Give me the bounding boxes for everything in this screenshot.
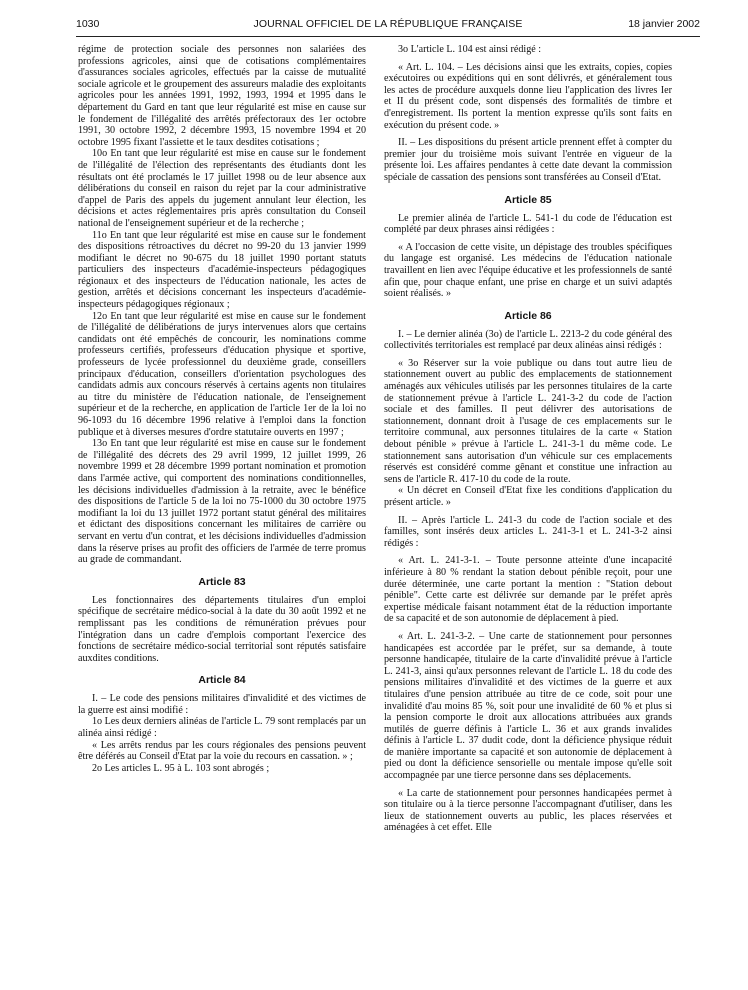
paragraph: I. – Le code des pensions militaires d'invalidité et des victimes de la guerre est ainsi modifié : bbox=[78, 693, 366, 716]
right-column bbox=[384, 44, 672, 984]
paragraph: « Art. L. 241-3-2. – Une carte de stationnement pour personnes handicapées est accordée par le préfet, sur sa demande, à toute personne handicapée, titulaire de la carte d'invalidité prévue à l'article L. 241-3, ainsi qu'aux personnes relevant de l'article L. 18 du code des pensions militaires d'invalidité et des victimes de la guerre et aux titulaires d'une pension attribuée au titre de ce code, soit pour une invalidité d'au moins 85 %, soit pour une invalidité de 60 % et plus si la pension comporte le droit aux allocations attribuées aux grands mutilés de guerre définis à l'article L. 36 et aux grands invalides définis à l'article L. 37 dudit code, dont la déficience physique réduit de manière importante sa capacité et son autonomie de déplacement à pied ou dont la déficience sensorielle ou mentale impose qu'elle soit accompagnée par une tierce personne dans ses déplacements. bbox=[384, 630, 672, 782]
journal-title: JOURNAL OFFICIEL DE LA RÉPUBLIQUE FRANÇAISE bbox=[253, 18, 523, 30]
paragraph: 3o L'article L. 104 est ainsi rédigé : bbox=[398, 44, 542, 55]
paragraph: Le premier alinéa de l'article L. 541-1 du code de l'éducation est complété par deux phrases ainsi rédigées : bbox=[384, 212, 672, 236]
paragraph: II. – Les dispositions du présent article prennent effet à compter du premier jour du troisième mois suivant l'entrée en vigueur de la présente loi. Les affaires pendantes à cette date devant la commission spéciale de cassation des pensions sont transférées au Conseil d'Etat. bbox=[384, 137, 672, 183]
article-heading: Article 86 bbox=[504, 309, 552, 322]
paragraph: I. – Le dernier alinéa (3o) de l'article L. 2213-2 du code général des collectivités territoriales est remplacé par deux alinéas ainsi rédigés : bbox=[384, 328, 672, 352]
paragraph: 10o En tant que leur régularité est mise en cause sur le fondement de l'illégalité de l'élection des représentants des étudiants dont les résultats ont été proclamés le 17 juillet 1998 ou de leur absence aux délibérations du conseil en raison du rejet par la cour administrative d'appel de Paris des appels du jugement annulant leur élection, les décisions et actes réglementaires pris après consultation du Conseil national de l'enseignement supérieur et de la recherche ; bbox=[78, 148, 366, 229]
paragraph: « Les arrêts rendus par les cours régionales des pensions peuvent être déférés au Conseil d'Etat par la voie du recours en cassation. » ; bbox=[78, 739, 366, 763]
paragraph: 12o En tant que leur régularité est mise en cause sur le fondement de l'illégalité de délibérations de jurys intervenues alors que certains candidats ont été empêchés de concourir, les nominations comme professeurs certifiés, professeurs d'éducation physique et sportive, professeurs de lycée professionnel du deuxième grade, conseillers principaux d'éducation, conseillers d'orientation psychologues des candidats admis aux concours réservés à certains agents non titulaires au titre du ministère de l'éducation nationale, de l'enseignement supérieur et de la recherche, en application de l'article 1er de la loi no 96-1093 du 16 décembre 1996 relative à l'emploi dans la fonction publique et à diverses mesures d'ordre statutaire ouverts en 1997 ; bbox=[78, 310, 366, 438]
paragraph: 2o Les articles L. 95 à L. 103 sont abrogés ; bbox=[92, 762, 270, 774]
paragraph: Les fonctionnaires des départements titulaires d'un emploi spécifique de secrétaire médico-social à la date du 30 août 1992 et ne remplissant pas les conditions de rémunération prévues pour l'intégration dans un cadre d'emplois comportant l'exercice des fonctions de secrétaire médico-social territorial sont réputés satisfaire auxdites conditions. bbox=[78, 594, 366, 664]
issue-date: 18 janvier 2002 bbox=[628, 18, 700, 30]
paragraph: 13o En tant que leur régularité est mise en cause sur le fondement de l'illégalité des décrets des 29 avril 1999, 12 juillet 1999, 26 novembre 1999 et 28 décembre 1999 portant nomination et promotion dans l'armée active, qui comportent des nominations conditionnelles, les décisions individuelles d'admission à la retraite, avec le bénéfice des dispositions de l'article 5 de la loi no 75-1000 du 30 octobre 1975 modifiant la loi du 13 juillet 1972 portant statut général des militaires et édictant des dispositions concernant les militaires de carrière ou servant en vertu d'un contrat, et les décisions individuelles d'admission dans la réserve prises au profit des officiers de l'armée de terre promus au grade de commandant. bbox=[78, 438, 366, 566]
left-column bbox=[78, 44, 366, 984]
paragraph: 11o En tant que leur régularité est mise en cause sur le fondement des dispositions rétroactives du décret no 99-20 du 13 janvier 1999 modifiant le décret no 90-675 du 18 juillet 1990 portant statuts particuliers des inspecteurs d'académie-inspecteurs pédagogiques régionaux et des inspecteurs de l'éducation nationale, les actes de gestion, arrêtés et décisions concernant les inspecteurs d'académie-inspecteurs pédagogiques régionaux ; bbox=[78, 229, 366, 311]
article-heading: Article 85 bbox=[504, 193, 552, 206]
paragraph: « Art. L. 104. – Les décisions ainsi que les extraits, copies, copies exécutoires ou expéditions qui en sont délivrés, et généralement tous les actes de procédure auxquels donne lieu l'application des livres Ier et II du présent code, sont dispensés des formalités de timbre et d'enregistrement. Ils portent la mention expresse qu'ils sont faits en exécution du présent code. » bbox=[384, 61, 672, 131]
page-number: 1030 bbox=[76, 18, 100, 30]
paragraph: II. – Après l'article L. 241-3 du code de l'action sociale et des familles, sont insérés deux articles L. 241-3-1 et L. 241-3-2 ainsi rédigés : bbox=[384, 514, 672, 549]
paragraph: régime de protection sociale des personnes non salariées des professions agricoles, ainsi que de cotisations complémentaires d'assurances sociales agricoles, effectués par la caisse de mutualité sociale agricole et le groupement des assureurs maladie des exploitants agricoles pour les années 1991, 1992, 1993, 1994 et 1995 dans le département du Gard en tant que leur régularité est mise en cause sur le fondement de l'illégalité des arrêtés préfectoraux des 1er octobre 1991, 30 octobre 1992, 2 décembre 1993, 15 novembre 1994 et 20 octobre 1995 fixant l'assiette et le taux desdites cotisations ; bbox=[78, 44, 366, 148]
paragraph: 1o Les deux derniers alinéas de l'article L. 79 sont remplacés par un alinéa ainsi rédigé : bbox=[78, 716, 366, 740]
article-heading: Article 83 bbox=[198, 575, 246, 588]
paragraph: « A l'occasion de cette visite, un dépistage des troubles spécifiques du langage est organisé. Les médecins de l'éducation nationale travaillent en lien avec l'équipe éducative et les professionnels de santé afin que, pour chaque enfant, une prise en charge et un suivi adaptés soient réalisés. » bbox=[384, 241, 672, 300]
page-header bbox=[76, 14, 700, 37]
paragraph: « Un décret en Conseil d'Etat fixe les conditions d'application du présent article. » bbox=[384, 485, 672, 508]
article-heading: Article 84 bbox=[198, 674, 246, 687]
paragraph: « 3o Réserver sur la voie publique ou dans tout autre lieu de stationnement ouvert au public des emplacements de stationnement aménagés aux véhicules utilisés par les personnes titulaires de la carte de stationnement prévue à l'article L. 241-3-2 du code de l'action sociale et des familles. Il peut délivrer des autorisations de stationnement, donnant droit à l'usage de ces emplacements sur le territoire communal, aux personnes titulaires de la carte « Station debout pénible » prévue à l'article L. 241-3-1 du même code. Le stationnement sans autorisation d'un véhicule sur ces emplacements réservés est considéré comme gênant et constitue une infraction au sens de l'article R. 417-10 du code de la route. bbox=[384, 357, 672, 485]
paragraph: « La carte de stationnement pour personnes handicapées permet à son titulaire ou à la tierce personne l'accompagnant d'utiliser, dans les lieux de stationnement ouverts au public, les places réservées et aménagées à cet effet. Elle bbox=[384, 787, 672, 834]
paragraph: « Art. L. 241-3-1. – Toute personne atteinte d'une incapacité inférieure à 80 % rendant la station debout pénible reçoit, pour une durée déterminée, une carte portant la mention : "Station debout pénible". Cette carte est délivrée sur demande par le préfet après expertise médicale faisant notamment état de la réduction importante de sa capacité et de son autonomie de déplacement à pied. bbox=[384, 555, 672, 625]
